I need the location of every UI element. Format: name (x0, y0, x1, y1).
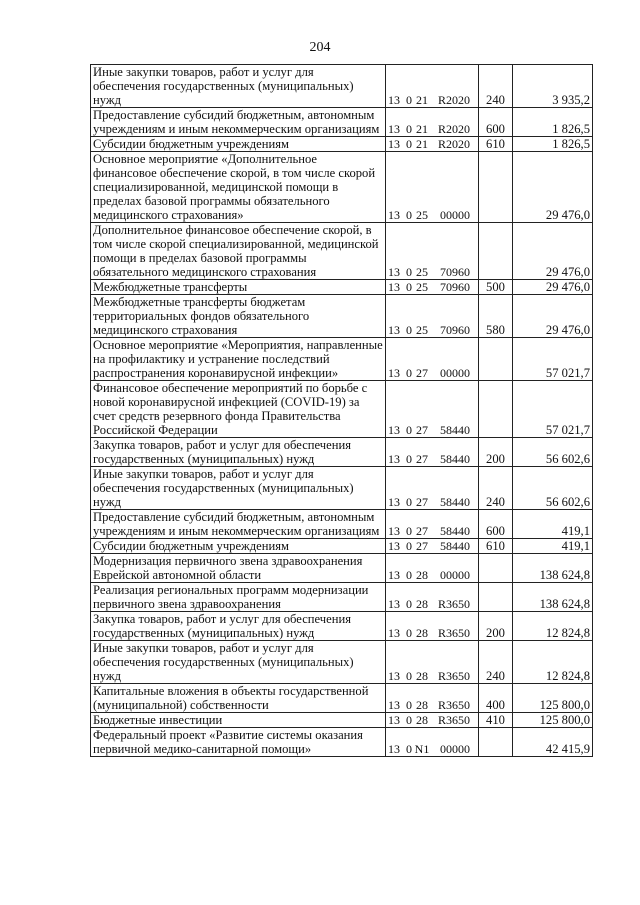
budget-table (90, 64, 593, 757)
row-code (386, 583, 479, 612)
row-code (386, 713, 479, 728)
row-name: Межбюджетные трансферты бюджетам территориальных фондов обязательного медицинского страхования (91, 295, 386, 338)
row-amount: 125 800,0 (513, 684, 593, 713)
code-event: 27 (416, 524, 428, 538)
row-name: Субсидии бюджетным учреждениям (91, 137, 386, 152)
code-subprogram: 0 (406, 713, 412, 727)
row-amount: 42 415,9 (513, 728, 593, 757)
row-expense-type (479, 338, 513, 381)
row-code (386, 137, 479, 152)
row-expense-type: 610 (479, 539, 513, 554)
code-program: 13 (388, 280, 400, 294)
code-event: 28 (416, 597, 428, 611)
row-expense-type: 600 (479, 510, 513, 539)
code-subprogram: 0 (406, 423, 412, 437)
table-row (91, 295, 593, 338)
code-subprogram: 0 (406, 495, 412, 509)
code-program: 13 (388, 597, 400, 611)
row-name: Федеральный проект «Развитие системы оказания первичной медико-санитарной помощи» (91, 728, 386, 757)
code-event: 28 (416, 669, 428, 683)
table-row (91, 381, 593, 438)
row-name: Основное мероприятие «Мероприятия, направленные на профилактику и устранение последствий распространения коронавирусной инфекции» (91, 338, 386, 381)
code-event: 28 (416, 626, 428, 640)
code-direction: R2020 (437, 122, 470, 136)
row-name: Основное мероприятие «Дополнительное финансовое обеспечение скорой, в том числе скорой специализированной, медицинской помощи в пределах базовой программы обязательного медицинского страхования» (91, 152, 386, 223)
row-expense-type (479, 223, 513, 280)
row-name: Финансовое обеспечение мероприятий по борьбе с новой коронавирусной инфекцией (COVID-19) за счет средств резервного фонда Правительства Российской Федерации (91, 381, 386, 438)
code-event: 28 (416, 568, 428, 582)
row-name: Субсидии бюджетным учреждениям (91, 539, 386, 554)
row-amount: 56 602,6 (513, 467, 593, 510)
code-direction: 58440 (440, 423, 470, 437)
code-program: 13 (388, 323, 400, 337)
row-code (386, 467, 479, 510)
code-event: 27 (416, 495, 428, 509)
code-direction: 58440 (440, 539, 470, 553)
code-event: 27 (416, 452, 428, 466)
code-program: 13 (388, 626, 400, 640)
code-direction: R3650 (437, 698, 470, 712)
table-row (91, 280, 593, 295)
code-subprogram: 0 (406, 366, 412, 380)
row-name: Предоставление субсидий бюджетным, автономным учреждениям и иным некоммерческим организациям (91, 510, 386, 539)
code-subprogram: 0 (406, 323, 412, 337)
row-expense-type (479, 554, 513, 583)
code-direction: 70960 (440, 265, 470, 279)
table-row (91, 713, 593, 728)
row-amount: 29 476,0 (513, 280, 593, 295)
row-code (386, 295, 479, 338)
table-row (91, 510, 593, 539)
table-row (91, 684, 593, 713)
code-subprogram: 0 (406, 698, 412, 712)
code-subprogram: 0 (406, 597, 412, 611)
row-expense-type: 410 (479, 713, 513, 728)
row-name: Реализация региональных программ модернизации первичного звена здравоохранения (91, 583, 386, 612)
code-event: N1 (414, 742, 430, 756)
code-direction: 58440 (440, 524, 470, 538)
code-event: 25 (416, 265, 428, 279)
table-row (91, 65, 593, 108)
code-direction: 00000 (440, 742, 470, 756)
code-subprogram: 0 (406, 452, 412, 466)
row-expense-type (479, 152, 513, 223)
code-program: 13 (388, 568, 400, 582)
row-name: Межбюджетные трансферты (91, 280, 386, 295)
table-row (91, 137, 593, 152)
code-program: 13 (388, 524, 400, 538)
code-program: 13 (388, 265, 400, 279)
code-subprogram: 0 (406, 669, 412, 683)
row-amount: 125 800,0 (513, 713, 593, 728)
code-direction: 58440 (440, 495, 470, 509)
table-row (91, 539, 593, 554)
code-event: 27 (416, 539, 428, 553)
code-direction: 00000 (440, 568, 470, 582)
code-program: 13 (388, 698, 400, 712)
row-code (386, 381, 479, 438)
row-amount: 56 602,6 (513, 438, 593, 467)
row-expense-type: 240 (479, 65, 513, 108)
code-event: 27 (416, 423, 428, 437)
row-code (386, 280, 479, 295)
row-expense-type: 200 (479, 612, 513, 641)
row-amount: 419,1 (513, 539, 593, 554)
code-direction: 00000 (440, 208, 470, 222)
code-direction: 70960 (440, 280, 470, 294)
row-code (386, 641, 479, 684)
row-expense-type: 200 (479, 438, 513, 467)
row-amount: 29 476,0 (513, 152, 593, 223)
row-amount: 3 935,2 (513, 65, 593, 108)
code-event: 21 (416, 122, 428, 136)
code-program: 13 (388, 495, 400, 509)
row-expense-type: 240 (479, 641, 513, 684)
code-direction: R3650 (437, 626, 470, 640)
table-row (91, 612, 593, 641)
code-program: 13 (388, 742, 400, 756)
code-subprogram: 0 (406, 280, 412, 294)
code-subprogram: 0 (406, 742, 412, 756)
row-amount: 29 476,0 (513, 295, 593, 338)
table-row (91, 438, 593, 467)
code-event: 25 (416, 208, 428, 222)
row-name: Иные закупки товаров, работ и услуг для обеспечения государственных (муниципальных) нужд (91, 65, 386, 108)
row-name: Закупка товаров, работ и услуг для обеспечения государственных (муниципальных) нужд (91, 612, 386, 641)
code-subprogram: 0 (406, 137, 412, 151)
code-direction: R3650 (437, 713, 470, 727)
row-expense-type (479, 728, 513, 757)
code-event: 25 (416, 323, 428, 337)
row-amount: 57 021,7 (513, 381, 593, 438)
table-row (91, 641, 593, 684)
code-event: 21 (416, 137, 428, 151)
code-event: 21 (416, 93, 428, 107)
row-code (386, 65, 479, 108)
row-code (386, 338, 479, 381)
row-name: Иные закупки товаров, работ и услуг для обеспечения государственных (муниципальных) нужд (91, 467, 386, 510)
code-direction: R2020 (437, 93, 470, 107)
row-expense-type (479, 583, 513, 612)
code-subprogram: 0 (406, 93, 412, 107)
code-subprogram: 0 (406, 539, 412, 553)
row-amount: 29 476,0 (513, 223, 593, 280)
table-row (91, 223, 593, 280)
code-subprogram: 0 (406, 626, 412, 640)
code-event: 28 (416, 713, 428, 727)
code-subprogram: 0 (406, 265, 412, 279)
row-expense-type: 240 (479, 467, 513, 510)
code-program: 13 (388, 366, 400, 380)
code-subprogram: 0 (406, 568, 412, 582)
row-code (386, 108, 479, 137)
row-amount: 419,1 (513, 510, 593, 539)
table-row (91, 467, 593, 510)
table-row (91, 728, 593, 757)
row-name: Капитальные вложения в объекты государственной (муниципальной) собственности (91, 684, 386, 713)
code-event: 25 (416, 280, 428, 294)
row-amount: 138 624,8 (513, 554, 593, 583)
row-code (386, 438, 479, 467)
page-number: 204 (309, 40, 331, 55)
row-amount: 12 824,8 (513, 641, 593, 684)
row-expense-type: 600 (479, 108, 513, 137)
code-program: 13 (388, 713, 400, 727)
code-program: 13 (388, 137, 400, 151)
code-direction: 58440 (440, 452, 470, 466)
row-name: Закупка товаров, работ и услуг для обеспечения государственных (муниципальных) нужд (91, 438, 386, 467)
row-amount: 57 021,7 (513, 338, 593, 381)
code-program: 13 (388, 669, 400, 683)
row-code (386, 612, 479, 641)
code-direction: R3650 (437, 597, 470, 611)
row-amount: 1 826,5 (513, 137, 593, 152)
row-expense-type (479, 381, 513, 438)
row-expense-type: 400 (479, 684, 513, 713)
code-direction: R3650 (437, 669, 470, 683)
code-event: 28 (416, 698, 428, 712)
budget-table-body (91, 65, 593, 757)
code-program: 13 (388, 93, 400, 107)
table-row (91, 152, 593, 223)
row-amount: 12 824,8 (513, 612, 593, 641)
code-program: 13 (388, 208, 400, 222)
row-code (386, 510, 479, 539)
code-subprogram: 0 (406, 208, 412, 222)
row-amount: 1 826,5 (513, 108, 593, 137)
row-amount: 138 624,8 (513, 583, 593, 612)
table-row (91, 583, 593, 612)
row-name: Иные закупки товаров, работ и услуг для обеспечения государственных (муниципальных) нужд (91, 641, 386, 684)
row-expense-type: 500 (479, 280, 513, 295)
row-code (386, 152, 479, 223)
code-event: 27 (416, 366, 428, 380)
table-row (91, 554, 593, 583)
row-name: Дополнительное финансовое обеспечение скорой, в том числе скорой специализированной, медицинской помощи в пределах базовой программы обязательного медицинского страхования (91, 223, 386, 280)
row-name: Модернизация первичного звена здравоохранения Еврейской автономной области (91, 554, 386, 583)
code-program: 13 (388, 423, 400, 437)
table-row (91, 108, 593, 137)
row-code (386, 554, 479, 583)
code-subprogram: 0 (406, 524, 412, 538)
code-direction: 00000 (440, 366, 470, 380)
code-subprogram: 0 (406, 122, 412, 136)
row-code (386, 684, 479, 713)
code-program: 13 (388, 539, 400, 553)
code-program: 13 (388, 122, 400, 136)
code-program: 13 (388, 452, 400, 466)
row-expense-type: 580 (479, 295, 513, 338)
row-name: Предоставление субсидий бюджетным, автономным учреждениям и иным некоммерческим организациям (91, 108, 386, 137)
row-code (386, 728, 479, 757)
table-row (91, 338, 593, 381)
row-code (386, 223, 479, 280)
row-name: Бюджетные инвестиции (91, 713, 386, 728)
code-direction: R2020 (437, 137, 470, 151)
row-code (386, 539, 479, 554)
row-expense-type: 610 (479, 137, 513, 152)
code-direction: 70960 (440, 323, 470, 337)
